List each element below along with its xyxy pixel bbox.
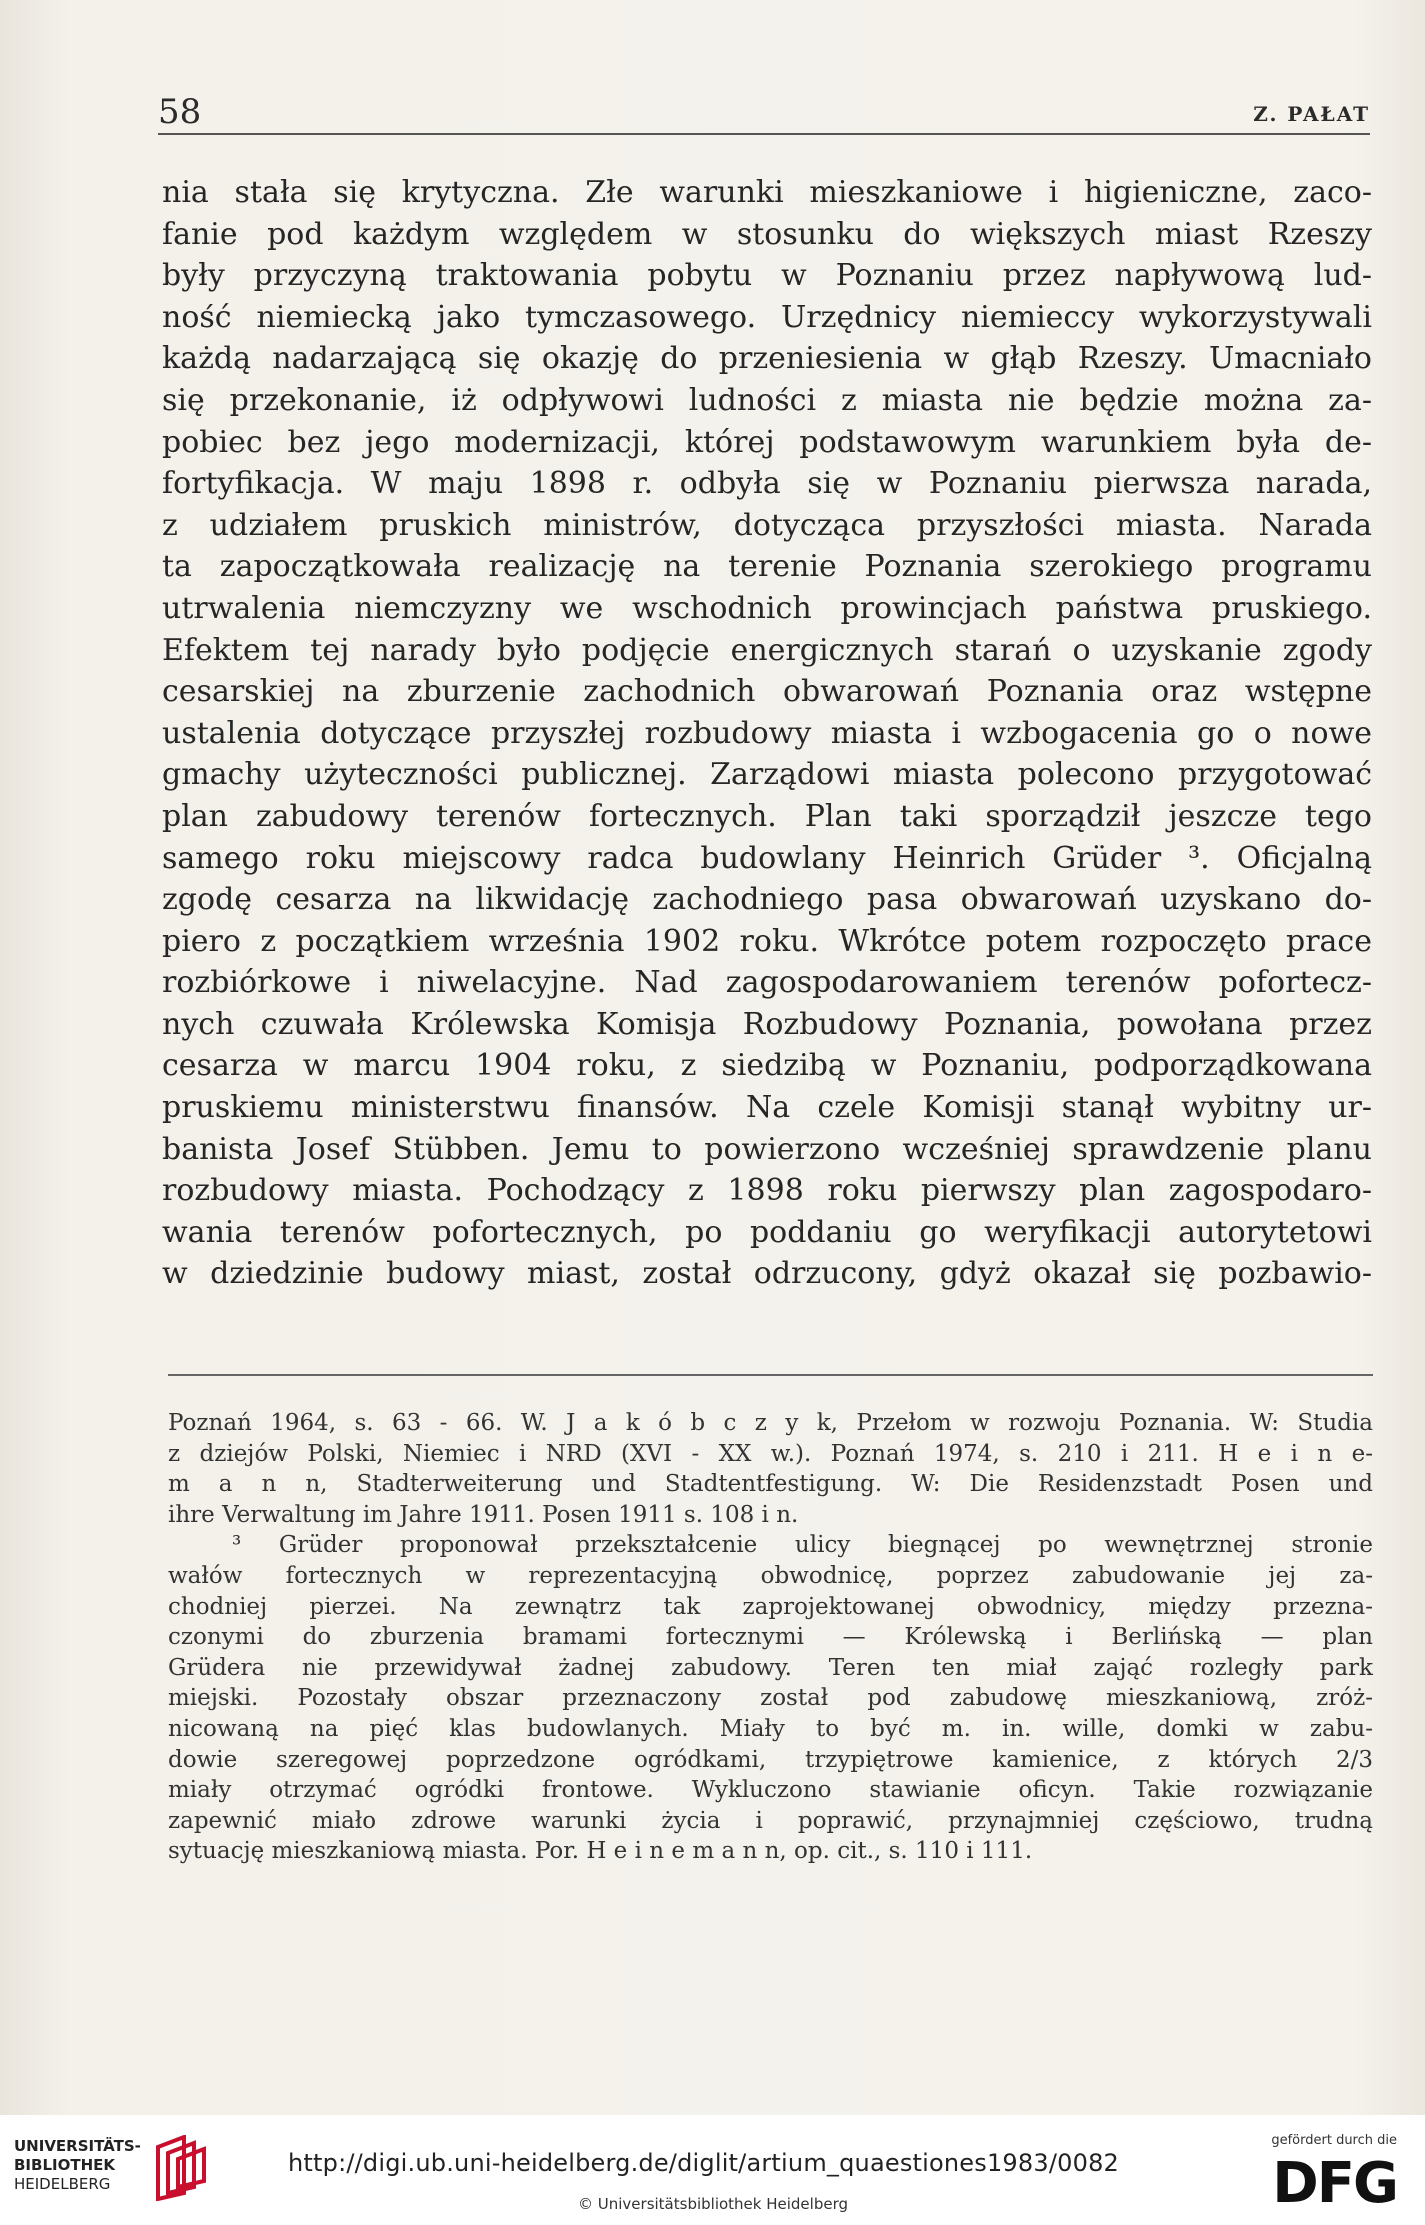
body-text [162, 172, 1372, 1295]
text-line: zgodę cesarza na likwidację zachodniego pasa obwarowań uzyskano do- [162, 882, 1372, 918]
library-name: UNIVERSITÄTS- BIBLIOTHEK HEIDELBERG [14, 2137, 141, 2193]
footnote-line: wałów fortecznych w reprezentacyjną obwodnicę, poprzez zabudowanie jej za- [168, 1562, 1373, 1589]
text-line: były przyczyną traktowania pobytu w Poznaniu przez napływową lud- [162, 258, 1372, 294]
text-line: samego roku miejscowy radca budowlany Heinrich Grüder ³. Oficjalną [162, 840, 1372, 876]
page-header [158, 92, 1370, 132]
document-url-link[interactable]: http://digi.ub.uni-heidelberg.de/diglit/artium_quaestiones1983/0082 [288, 2149, 1120, 2177]
dfg-logo-icon: DFG [1272, 2151, 1397, 2216]
text-line: każdą nadarzającą się okazję do przeniesienia w głąb Rzeszy. Umacniało [162, 341, 1372, 377]
text-line: cesarza w marcu 1904 roku, z siedzibą w Poznaniu, podporządkowana [162, 1048, 1372, 1084]
text-line: się przekonanie, iż odpływowi ludności z miasta nie będzie można za- [162, 382, 1372, 418]
text-line: fortyfikacja. W maju 1898 r. odbyła się w Poznaniu pierwsza narada, [162, 466, 1372, 502]
footnote-line: sytuację mieszkaniową miasta. Por. H e i n e m a n n, op. cit., s. 110 i 111. [168, 1838, 1033, 1865]
funding-label: gefördert durch die [1271, 2133, 1397, 2148]
text-line: rozbiórkowe i niwelacyjne. Nad zagospodarowaniem terenów pofortecz- [162, 965, 1372, 1001]
text-line: nia stała się krytyczna. Złe warunki mieszkaniowe i higieniczne, zaco- [162, 175, 1372, 210]
text-line: pruskiemu ministerstwu finansów. Na czele Komisji stanął wybitny ur- [162, 1090, 1372, 1126]
text-line: w dziedzinie budowy miast, został odrzucony, gdyż okazał się pozbawio- [162, 1256, 1372, 1292]
footnote-line: zapewnić miało zdrowe warunki życia i poprawić, przynajmniej częściowo, trudną [168, 1807, 1373, 1834]
footnote-line: Grüdera nie przewidywał żadnej zabudowy. Teren ten miał zająć rozległy park [168, 1654, 1373, 1681]
copyright-notice: © Universitätsbibliothek Heidelberg [578, 2195, 849, 2213]
footnote-line: z dziejów Polski, Niemiec i NRD (XVI - XX w.). Poznań 1974, s. 210 i 211. H e i n e- [168, 1440, 1373, 1467]
text-line: gmachy użyteczności publicznej. Zarządowi miasta polecono przygotować [162, 757, 1372, 793]
text-line: nych czuwała Królewska Komisja Rozbudowy Poznania, powołana przez [162, 1006, 1372, 1042]
footnote-line: miejski. Pozostały obszar przeznaczony został pod zabudowę mieszkaniową, zróż- [168, 1685, 1373, 1712]
text-line: cesarskiej na zburzenie zachodnich obwarowań Poznania oraz wstępne [162, 674, 1372, 710]
text-line: rozbudowy miasta. Pochodzący z 1898 roku pierwszy plan zagospodaro- [162, 1173, 1372, 1209]
viewer-footer [0, 2115, 1425, 2225]
footnote-line: chodniej pierzei. Na zewnątrz tak zaprojektowanej obwodnicy, między przezna- [168, 1593, 1373, 1620]
page-number: 58 [158, 92, 202, 132]
funder-logo[interactable] [1257, 2133, 1397, 2216]
text-line: wania terenów pofortecznych, po poddaniu go weryfikacji autorytetowi [162, 1214, 1372, 1250]
text-line: plan zabudowy terenów fortecznych. Plan taki sporządził jeszcze tego [162, 798, 1372, 834]
text-line: pobiec bez jego modernizacji, której podstawowym warunkiem była de- [162, 424, 1372, 460]
header-rule [158, 133, 1370, 135]
text-line: ustalenia dotyczące przyszłej rozbudowy miasta i wzbogacenia go o nowe [162, 715, 1372, 751]
text-line: ność niemiecką jako tymczasowego. Urzędnicy niemieccy wykorzystywali [162, 299, 1372, 335]
footnotes [168, 1408, 1373, 1867]
text-line: piero z początkiem września 1902 roku. Wkrótce potem rozpoczęto prace [162, 923, 1372, 959]
library-logo[interactable] [14, 2133, 214, 2213]
text-line: z udziałem pruskich ministrów, dotycząca przyszłości miasta. Narada [162, 507, 1372, 543]
footnote-line: dowie szeregowej poprzedzone ogródkami, trzypiętrowe kamienice, z których 2/3 [168, 1746, 1373, 1773]
footnote-line: ³ Grüder proponował przekształcenie ulicy biegnącej po wewnętrznej stronie [232, 1532, 1373, 1559]
text-line: ta zapoczątkowała realizację na terenie Poznania szerokiego programu [162, 549, 1372, 585]
footnote-line: nicowaną na pięć klas budowlanych. Miały to być m. in. wille, domki w zabu- [168, 1715, 1373, 1742]
footnote-line: czonymi do zburzenia bramami fortecznymi — Królewską i Berlińską — plan [168, 1624, 1373, 1651]
text-line: fanie pod każdym względem w stosunku do większych miast Rzeszy [162, 216, 1372, 252]
library-emblem-icon [144, 2135, 212, 2201]
text-line: utrwalenia niemczyzny we wschodnich prowincjach państwa pruskiego. [162, 590, 1372, 626]
running-head: Z. PAŁAT [1253, 102, 1370, 126]
footnote-rule [168, 1374, 1373, 1376]
text-line: Efektem tej narady było podjęcie energicznych starań o uzyskanie zgody [162, 632, 1372, 668]
footnote-line: ihre Verwaltung im Jahre 1911. Posen 1911 s. 108 i n. [168, 1501, 799, 1528]
text-line: banista Josef Stübben. Jemu to powierzono wcześniej sprawdzenie planu [162, 1131, 1372, 1167]
footnote-line: Poznań 1964, s. 63 - 66. W. J a k ó b c z y k, Przełom w rozwoju Poznania. W: Studia [168, 1410, 1373, 1436]
footnote-line: m a n n, Stadterweiterung und Stadtentfestigung. W: Die Residenzstadt Posen und [168, 1471, 1373, 1498]
footnote-line: miały otrzymać ogródki frontowe. Wykluczono stawianie oficyn. Takie rozwiązanie [168, 1777, 1373, 1804]
